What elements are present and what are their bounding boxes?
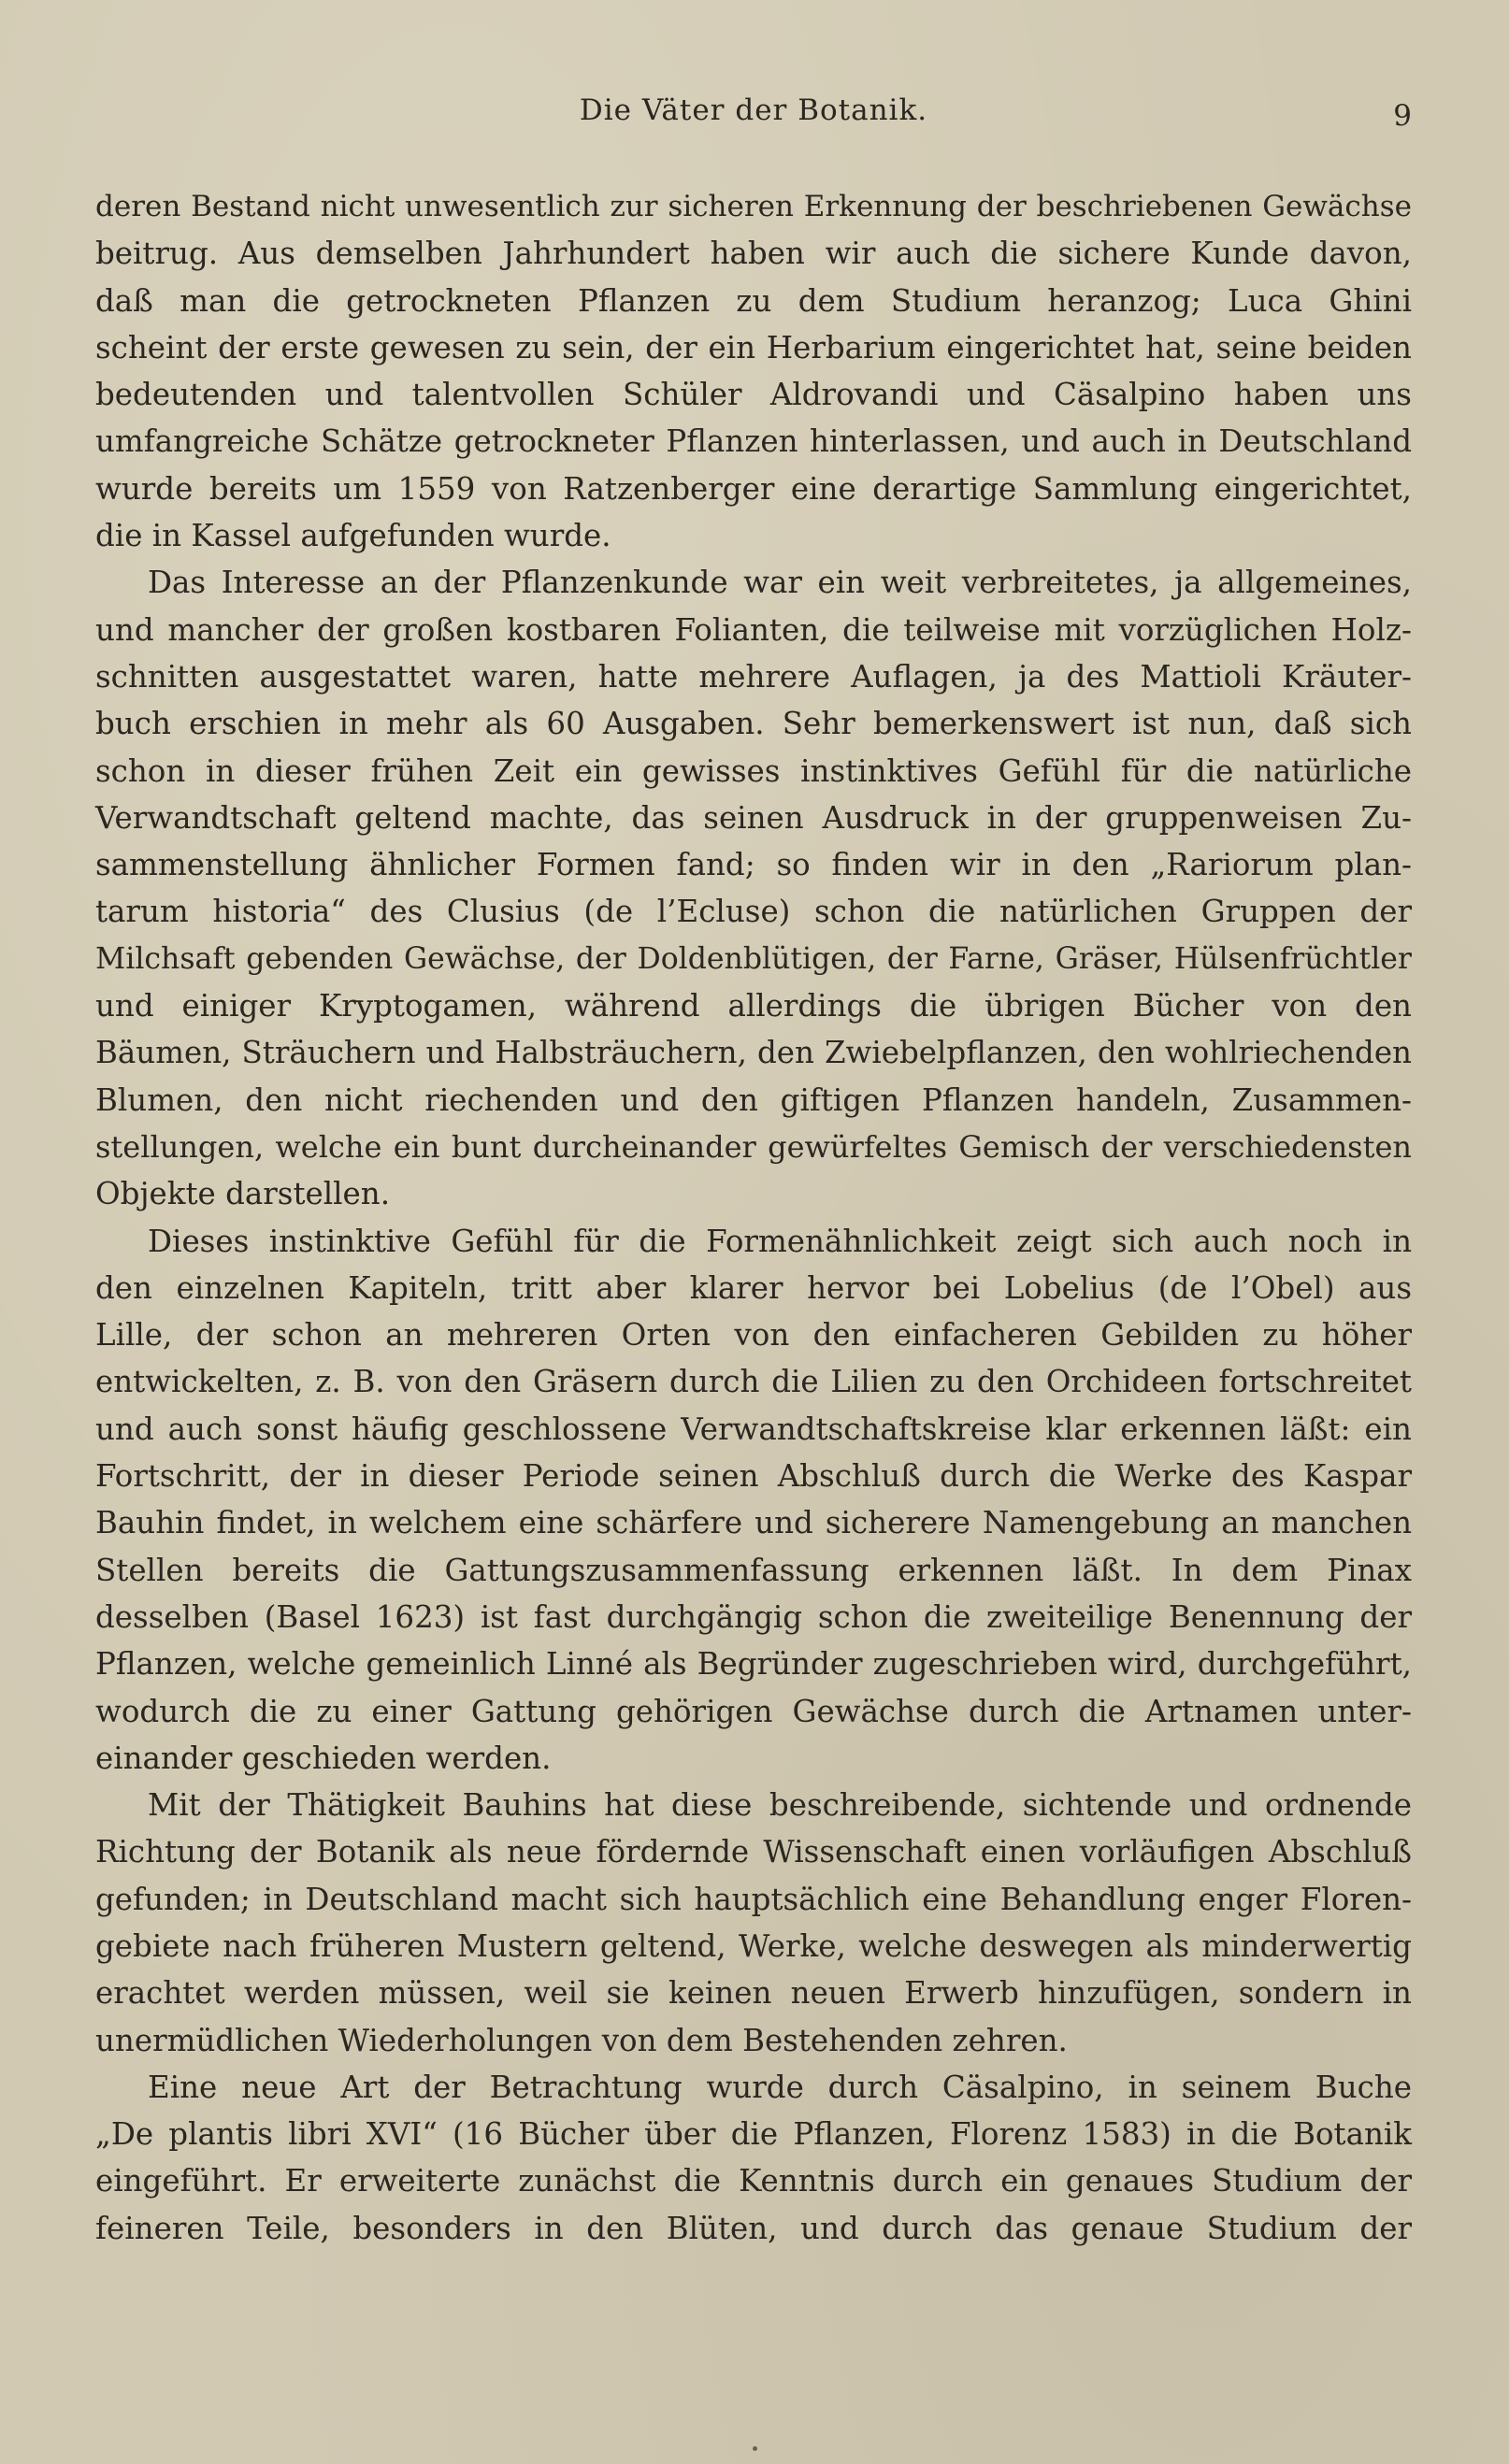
text-line: die in Kassel aufgefunden wurde.: [95, 518, 611, 554]
text-line: gefunden; in Deutschland macht sich hauptsächlich eine Behandlung enger Floren-: [95, 1881, 1412, 1917]
text-line: Richtung der Botanik als neue fördernde Wissenschaft einen vorläufigen Abschluß: [95, 1834, 1412, 1870]
text-line: Stellen bereits die Gattungszusammenfassung erkennen läßt. In dem Pinax: [95, 1552, 1412, 1588]
text-line: und mancher der großen kostbaren Folianten, die teilweise mit vorzüglichen Holz-: [95, 611, 1412, 648]
page-number: 9: [1393, 99, 1412, 133]
text-line: erachtet werden müssen, weil sie keinen neuen Erwerb hinzufügen, sondern in: [95, 1975, 1412, 2012]
text-line: Bauhin findet, in welchem eine schärfere und sicherere Namengebung an manchen: [95, 1505, 1412, 1541]
text-line: unermüdlichen Wiederholungen von dem Bestehenden zehren.: [95, 2022, 1068, 2058]
text-line: stellungen, welche ein bunt durcheinander gewürfeltes Gemisch der verschiedensten: [95, 1128, 1412, 1165]
text-line: „De plantis libri XVI“ (16 Bücher über die Pflanzen, Florenz 1583) in die Botanik: [95, 2116, 1412, 2153]
text-line: sammenstellung ähnlicher Formen fand; so finden wir in den „Rariorum plan-: [95, 847, 1412, 883]
text-line: einander geschieden werden.: [95, 1740, 552, 1776]
text-line: Pflanzen, welche gemeinlich Linné als Begründer zugeschrieben wird, durchgeführt,: [95, 1646, 1412, 1683]
text-line: und auch sonst häufig geschlossene Verwandtschaftskreise klar erkennen läßt: ein: [95, 1411, 1412, 1447]
text-line: Fortschritt, der in dieser Periode seinen Abschluß durch die Werke des Kaspar: [95, 1458, 1412, 1495]
text-line: Verwandtschaft geltend machte, das seinen Ausdruck in der gruppenweisen Zu-: [95, 799, 1412, 836]
text-line: umfangreiche Schätze getrockneter Pflanzen hinterlassen, und auch in Deutschland: [95, 423, 1412, 460]
text-line: eingeführt. Er erweiterte zunächst die Kenntnis durch ein genaues Studium der: [95, 2163, 1412, 2199]
text-line: desselben (Basel 1623) ist fast durchgängig schon die zweiteilige Benennung der: [95, 1598, 1412, 1635]
text-line: schon in dieser frühen Zeit ein gewisses instinktives Gefühl für die natürliche: [95, 752, 1412, 789]
text-line: Dieses instinktive Gefühl für die Formenähnlichkeit zeigt sich auch noch in: [148, 1223, 1412, 1259]
body-text: [95, 183, 1412, 2252]
text-line: feineren Teile, besonders in den Blüten, und durch das genaue Studium der: [95, 2210, 1412, 2246]
text-line: tarum historia“ des Clusius (de l’Ecluse) schon die natürlichen Gruppen der: [95, 894, 1412, 930]
text-line: Bäumen, Sträuchern und Halbsträuchern, den Zwiebelpflanzen, den wohlriechenden: [95, 1035, 1412, 1071]
text-line: bedeutenden und talentvollen Schüler Aldrovandi und Cäsalpino haben uns: [95, 377, 1412, 413]
text-line: buch erschien in mehr als 60 Ausgaben. Sehr bemerkenswert ist nun, daß sich: [95, 706, 1412, 742]
text-line: Eine neue Art der Betrachtung wurde durch Cäsalpino, in seinem Buche: [148, 2069, 1412, 2105]
text-line: wurde bereits um 1559 von Ratzenberger eine derartige Sammlung eingerichtet,: [95, 470, 1412, 507]
text-line: scheint der erste gewesen zu sein, der ein Herbarium eingerichtet hat, seine beiden: [95, 329, 1412, 365]
text-line: daß man die getrockneten Pflanzen zu dem Studium heranzog; Luca Ghini: [95, 282, 1412, 319]
text-line: Lille, der schon an mehreren Orten von den einfacheren Gebilden zu höher: [95, 1317, 1412, 1354]
text-line: deren Bestand nicht unwesentlich zur sicheren Erkennung der beschriebenen Gewächse: [95, 190, 1412, 223]
text-line: Blumen, den nicht riechenden und den giftigen Pflanzen handeln, Zusammen-: [95, 1082, 1412, 1118]
text-line: Mit der Thätigkeit Bauhins hat diese beschreibende, sichtende und ordnende: [148, 1787, 1412, 1824]
text-line: Milchsaft gebenden Gewächse, der Doldenblütigen, der Farne, Gräser, Hülsenfrüchtler: [95, 941, 1412, 976]
text-line: Das Interesse an der Pflanzenkunde war ein weit verbreitetes, ja allgemeines,: [148, 565, 1412, 601]
text-line: gebiete nach früheren Mustern geltend, Werke, welche deswegen als minderwertig: [95, 1927, 1412, 1964]
running-title: Die Väter der Botanik.: [579, 93, 928, 127]
text-line: beitrug. Aus demselben Jahrhundert haben wir auch die sichere Kunde davon,: [95, 236, 1412, 272]
page-header: [95, 93, 1412, 150]
text-line: wodurch die zu einer Gattung gehörigen Gewächse durch die Artnamen unter-: [95, 1693, 1412, 1729]
text-line: entwickelten, z. B. von den Gräsern durch die Lilien zu den Orchideen fortschreitet: [95, 1364, 1412, 1400]
text-line: den einzelnen Kapiteln, tritt aber klarer hervor bei Lobelius (de l’Obel) aus: [95, 1269, 1412, 1306]
text-line: schnitten ausgestattet waren, hatte mehrere Auflagen, ja des Mattioli Kräuter-: [95, 658, 1412, 695]
text-line: Objekte darstellen.: [95, 1176, 391, 1212]
text-line: und einiger Kryptogamen, während allerdings die übrigen Bücher von den: [95, 988, 1412, 1024]
paper-speck: [753, 2446, 757, 2451]
